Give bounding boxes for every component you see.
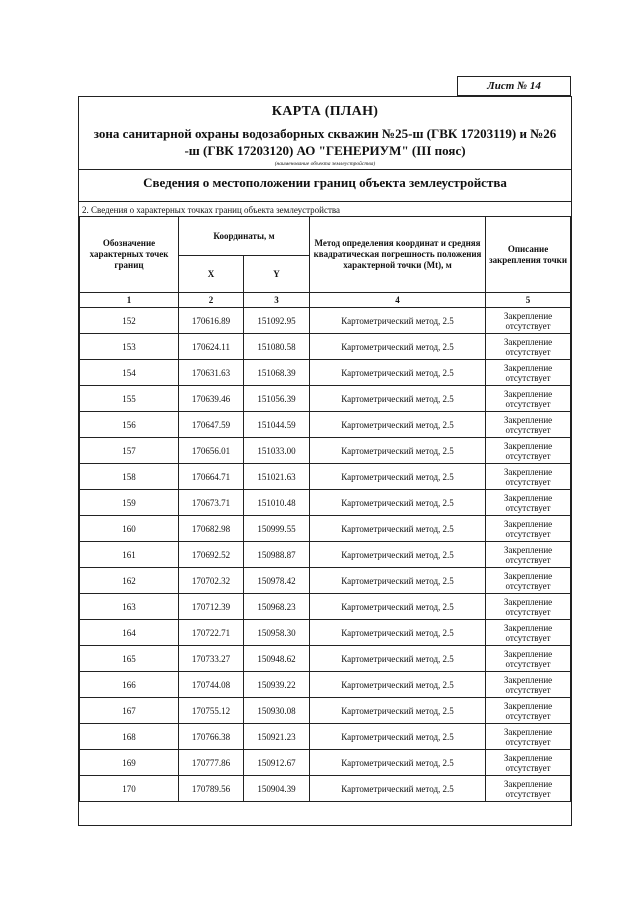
y-coordinate-cell: 151092.95	[244, 308, 310, 334]
method-cell: Картометрический метод, 2.5	[310, 308, 486, 334]
point-id-cell: 166	[80, 672, 179, 698]
method-cell: Картометрический метод, 2.5	[310, 568, 486, 594]
header-point: Обозначение характерных точек границ	[80, 217, 179, 293]
table-row	[80, 386, 571, 412]
y-coordinate-cell: 150921.23	[244, 724, 310, 750]
y-coordinate-cell: 150978.42	[244, 568, 310, 594]
y-coordinate-cell: 151010.48	[244, 490, 310, 516]
method-cell: Картометрический метод, 2.5	[310, 698, 486, 724]
description-cell: Закрепление отсутствует	[486, 646, 571, 672]
divider	[79, 169, 571, 170]
column-number: 4	[310, 293, 486, 308]
boundary-points-table	[79, 216, 571, 802]
column-number: 5	[486, 293, 571, 308]
header-description: Описание закрепления точки	[486, 217, 571, 293]
method-cell: Картометрический метод, 2.5	[310, 620, 486, 646]
point-id-cell: 170	[80, 776, 179, 802]
description-cell: Закрепление отсутствует	[486, 620, 571, 646]
y-coordinate-cell: 151021.63	[244, 464, 310, 490]
x-coordinate-cell: 170702.32	[179, 568, 244, 594]
x-coordinate-cell: 170766.38	[179, 724, 244, 750]
description-cell: Закрепление отсутствует	[486, 672, 571, 698]
subsection-title: 2. Сведения о характерных точках границ объекта землеустройства	[82, 205, 341, 215]
point-id-cell: 154	[80, 360, 179, 386]
point-id-cell: 162	[80, 568, 179, 594]
table-row	[80, 672, 571, 698]
y-coordinate-cell: 150999.55	[244, 516, 310, 542]
document-frame	[78, 96, 572, 826]
sheet-number-box	[457, 76, 571, 96]
column-number: 1	[80, 293, 179, 308]
x-coordinate-cell: 170777.86	[179, 750, 244, 776]
method-cell: Картометрический метод, 2.5	[310, 334, 486, 360]
x-coordinate-cell: 170682.98	[179, 516, 244, 542]
divider	[79, 201, 571, 202]
point-id-cell: 156	[80, 412, 179, 438]
method-cell: Картометрический метод, 2.5	[310, 542, 486, 568]
point-id-cell: 152	[80, 308, 179, 334]
x-coordinate-cell: 170647.59	[179, 412, 244, 438]
point-id-cell: 159	[80, 490, 179, 516]
description-cell: Закрепление отсутствует	[486, 464, 571, 490]
table-row	[80, 438, 571, 464]
x-coordinate-cell: 170755.12	[179, 698, 244, 724]
section-title: Сведения о местоположении границ объекта землеустройства	[143, 175, 507, 190]
sheet-number: Лист № 14	[487, 80, 541, 92]
table-row	[80, 568, 571, 594]
method-cell: Картометрический метод, 2.5	[310, 386, 486, 412]
point-id-cell: 169	[80, 750, 179, 776]
point-id-cell: 157	[80, 438, 179, 464]
x-coordinate-cell: 170789.56	[179, 776, 244, 802]
table-row	[80, 646, 571, 672]
object-name: зона санитарной охраны водозаборных скважин №25-ш (ГВК 17203119) и №26 -ш (ГВК 17203120) АО "ГЕНЕРИУМ" (III пояс)	[93, 126, 557, 158]
x-coordinate-cell: 170616.89	[179, 308, 244, 334]
y-coordinate-cell: 151033.00	[244, 438, 310, 464]
description-cell: Закрепление отсутствует	[486, 542, 571, 568]
x-coordinate-cell: 170624.11	[179, 334, 244, 360]
point-id-cell: 161	[80, 542, 179, 568]
x-coordinate-cell: 170692.52	[179, 542, 244, 568]
description-cell: Закрепление отсутствует	[486, 334, 571, 360]
header-method: Метод определения координат и средняя квадратическая погрешность положения характерной точки (Mt), м	[310, 217, 486, 293]
method-cell: Картометрический метод, 2.5	[310, 750, 486, 776]
y-coordinate-cell: 150948.62	[244, 646, 310, 672]
column-number: 2	[179, 293, 244, 308]
table-row	[80, 542, 571, 568]
x-coordinate-cell: 170722.71	[179, 620, 244, 646]
column-number: 3	[244, 293, 310, 308]
header-x: X	[179, 256, 244, 293]
y-coordinate-cell: 151068.39	[244, 360, 310, 386]
x-coordinate-cell: 170733.27	[179, 646, 244, 672]
method-cell: Картометрический метод, 2.5	[310, 412, 486, 438]
description-cell: Закрепление отсутствует	[486, 594, 571, 620]
table-row	[80, 464, 571, 490]
method-cell: Картометрический метод, 2.5	[310, 516, 486, 542]
y-coordinate-cell: 150939.22	[244, 672, 310, 698]
y-coordinate-cell: 150904.39	[244, 776, 310, 802]
method-cell: Картометрический метод, 2.5	[310, 724, 486, 750]
header-coordinates: Координаты, м	[179, 217, 310, 256]
description-cell: Закрепление отсутствует	[486, 724, 571, 750]
point-id-cell: 165	[80, 646, 179, 672]
x-coordinate-cell: 170744.08	[179, 672, 244, 698]
method-cell: Картометрический метод, 2.5	[310, 594, 486, 620]
object-name-caption: (наименование объекта землеустройства)	[274, 161, 376, 167]
method-cell: Картометрический метод, 2.5	[310, 438, 486, 464]
description-cell: Закрепление отсутствует	[486, 412, 571, 438]
description-cell: Закрепление отсутствует	[486, 308, 571, 334]
table-row	[80, 334, 571, 360]
method-cell: Картометрический метод, 2.5	[310, 464, 486, 490]
header-y: Y	[244, 256, 310, 293]
table-row	[80, 308, 571, 334]
y-coordinate-cell: 151080.58	[244, 334, 310, 360]
table-row	[80, 724, 571, 750]
y-coordinate-cell: 150988.87	[244, 542, 310, 568]
point-id-cell: 168	[80, 724, 179, 750]
point-id-cell: 160	[80, 516, 179, 542]
table-row	[80, 620, 571, 646]
x-coordinate-cell: 170712.39	[179, 594, 244, 620]
y-coordinate-cell: 150958.30	[244, 620, 310, 646]
description-cell: Закрепление отсутствует	[486, 438, 571, 464]
y-coordinate-cell: 150930.08	[244, 698, 310, 724]
x-coordinate-cell: 170656.01	[179, 438, 244, 464]
table-row	[80, 516, 571, 542]
method-cell: Картометрический метод, 2.5	[310, 360, 486, 386]
table-row	[80, 412, 571, 438]
method-cell: Картометрический метод, 2.5	[310, 646, 486, 672]
point-id-cell: 158	[80, 464, 179, 490]
point-id-cell: 153	[80, 334, 179, 360]
page-title: КАРТА (ПЛАН)	[271, 104, 379, 119]
table-body	[80, 308, 571, 802]
description-cell: Закрепление отсутствует	[486, 568, 571, 594]
y-coordinate-cell: 150912.67	[244, 750, 310, 776]
x-coordinate-cell: 170673.71	[179, 490, 244, 516]
description-cell: Закрепление отсутствует	[486, 776, 571, 802]
point-id-cell: 167	[80, 698, 179, 724]
description-cell: Закрепление отсутствует	[486, 490, 571, 516]
point-id-cell: 155	[80, 386, 179, 412]
method-cell: Картометрический метод, 2.5	[310, 672, 486, 698]
method-cell: Картометрический метод, 2.5	[310, 776, 486, 802]
description-cell: Закрепление отсутствует	[486, 516, 571, 542]
y-coordinate-cell: 150968.23	[244, 594, 310, 620]
description-cell: Закрепление отсутствует	[486, 386, 571, 412]
x-coordinate-cell: 170631.63	[179, 360, 244, 386]
table-row	[80, 776, 571, 802]
table-row	[80, 490, 571, 516]
x-coordinate-cell: 170664.71	[179, 464, 244, 490]
description-cell: Закрепление отсутствует	[486, 698, 571, 724]
y-coordinate-cell: 151056.39	[244, 386, 310, 412]
table-row	[80, 360, 571, 386]
table-row	[80, 698, 571, 724]
description-cell: Закрепление отсутствует	[486, 360, 571, 386]
description-cell: Закрепление отсутствует	[486, 750, 571, 776]
table-row	[80, 750, 571, 776]
x-coordinate-cell: 170639.46	[179, 386, 244, 412]
point-id-cell: 163	[80, 594, 179, 620]
point-id-cell: 164	[80, 620, 179, 646]
table-row	[80, 594, 571, 620]
method-cell: Картометрический метод, 2.5	[310, 490, 486, 516]
y-coordinate-cell: 151044.59	[244, 412, 310, 438]
